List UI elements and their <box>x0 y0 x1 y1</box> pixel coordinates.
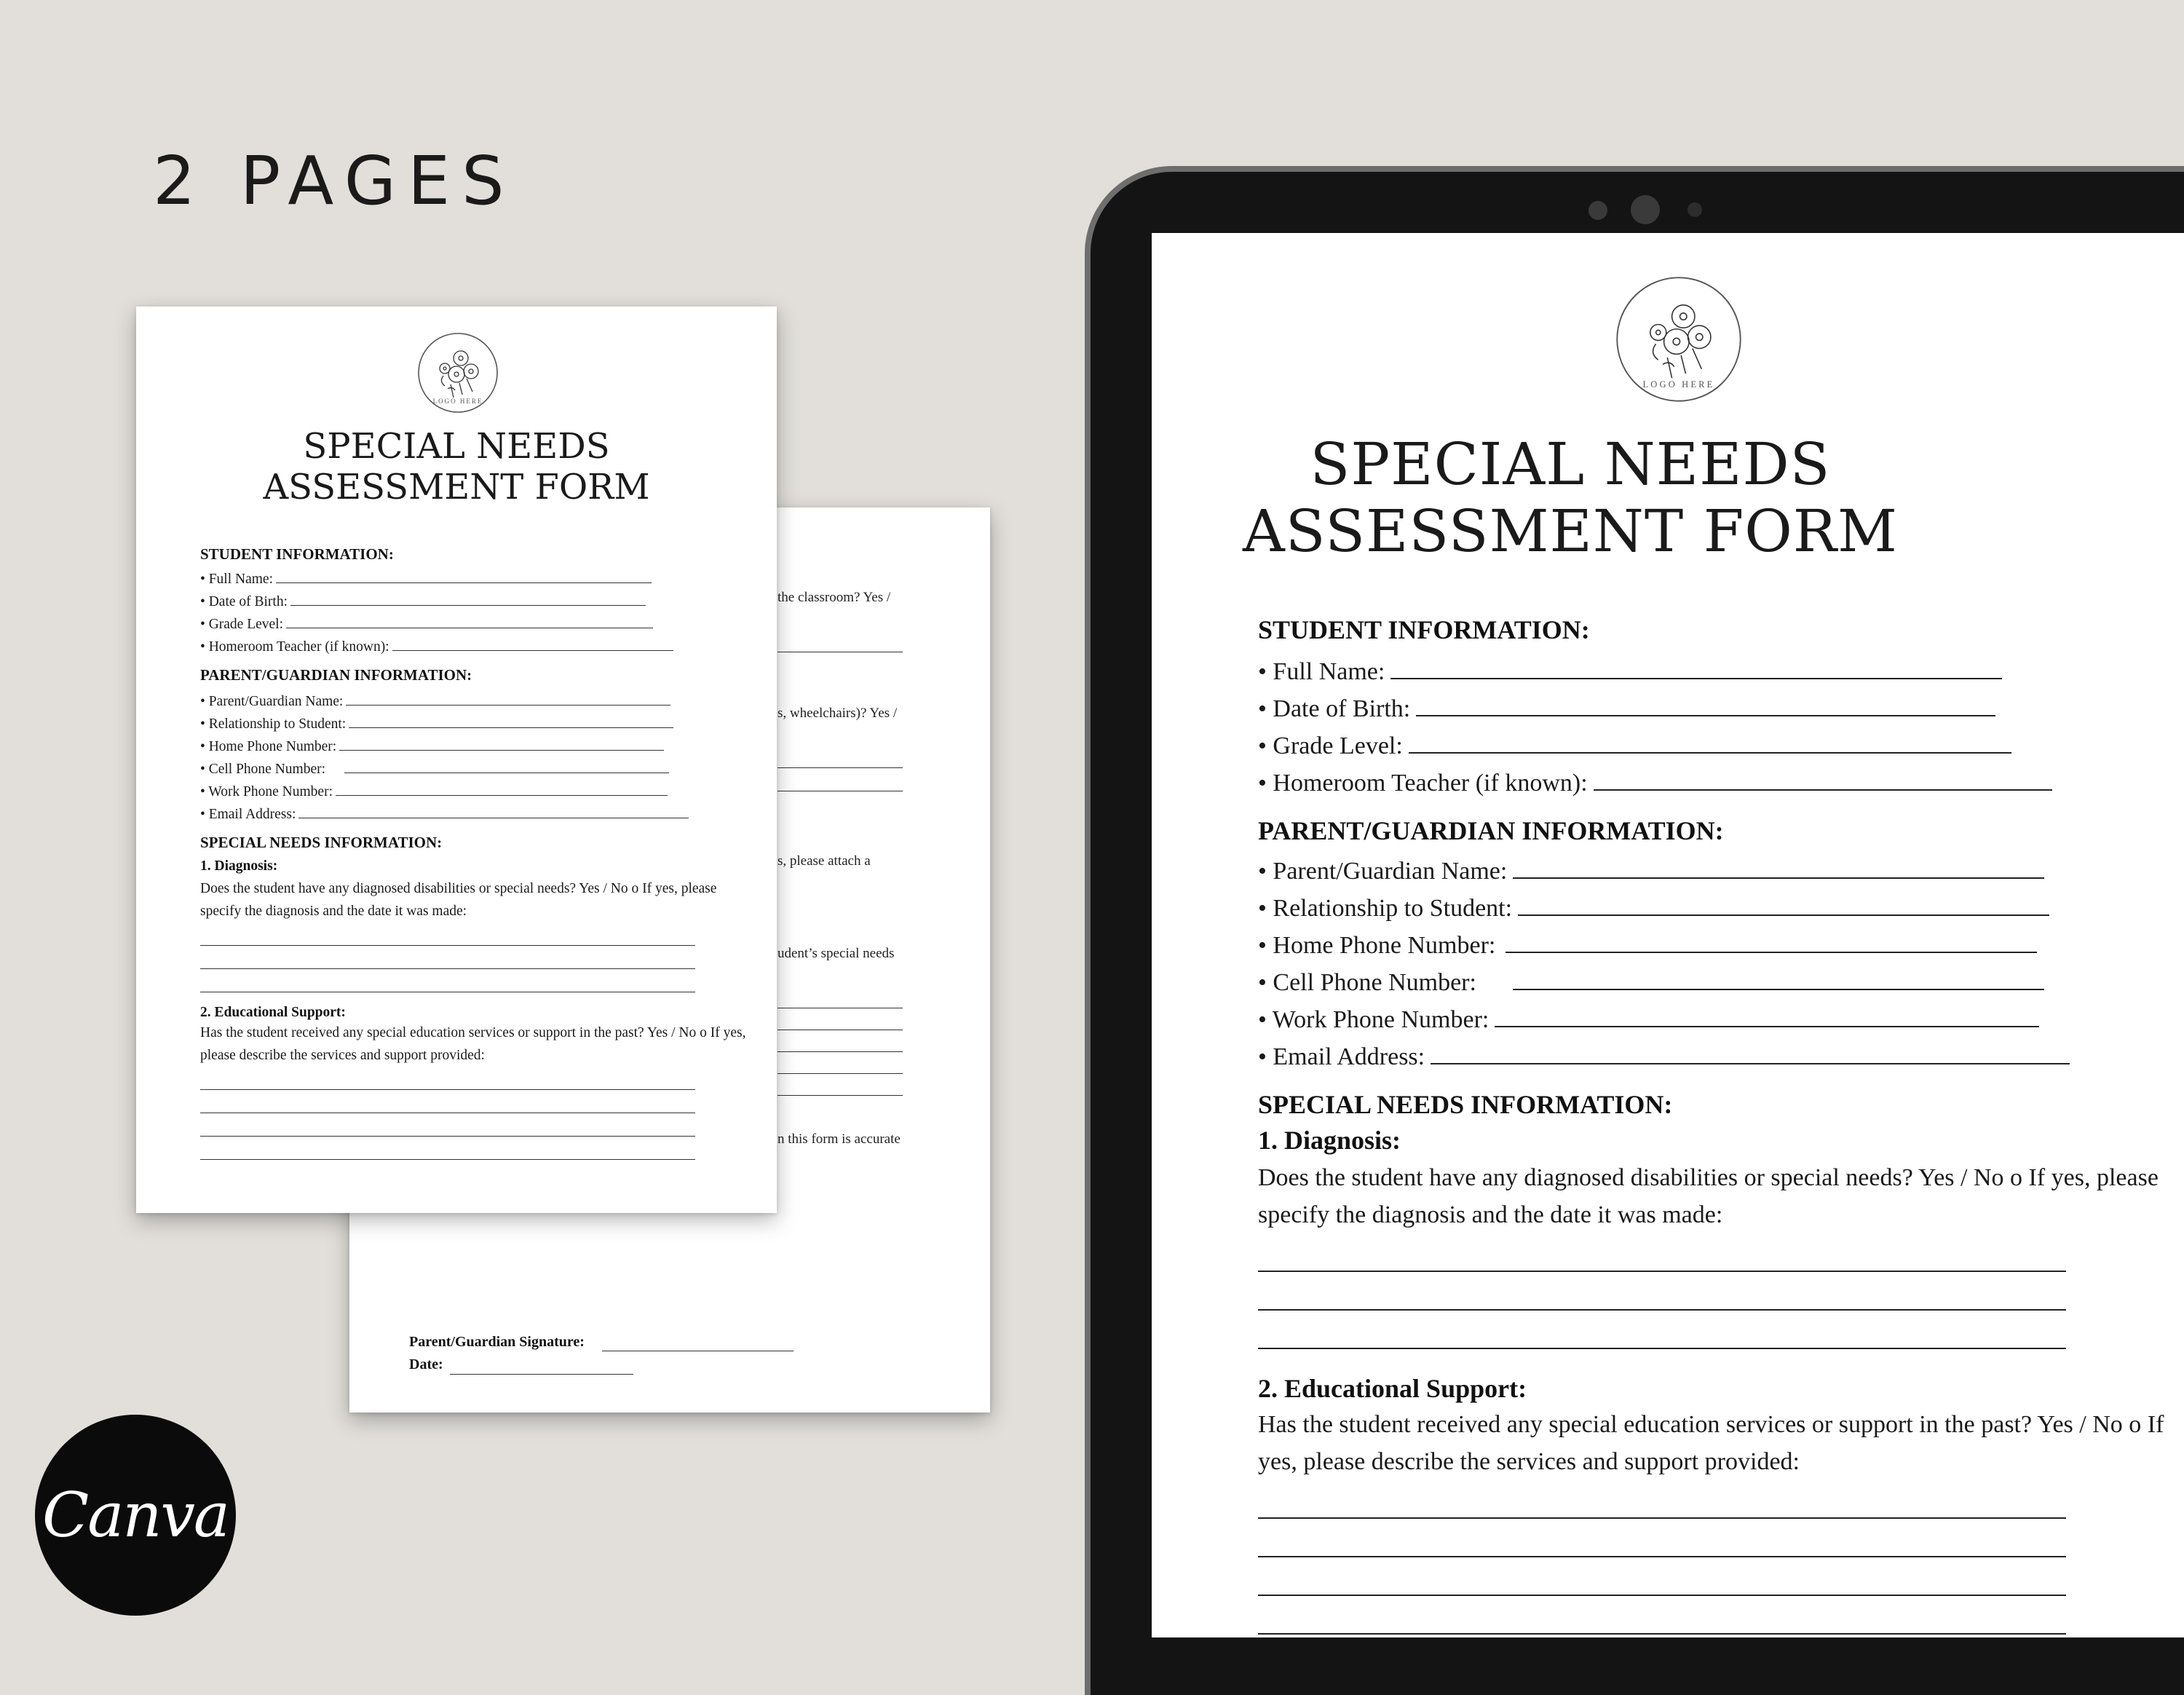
home-phone-line[interactable] <box>339 750 664 751</box>
parent-name-line[interactable] <box>1513 877 2044 879</box>
answer-line[interactable] <box>1258 1596 2066 1635</box>
answer-line[interactable] <box>200 922 695 946</box>
email-row <box>1258 1034 2168 1071</box>
grade-line[interactable] <box>1409 752 2011 754</box>
page-two-line <box>778 1095 903 1096</box>
student-section-heading: STUDENT INFORMATION: <box>200 545 394 563</box>
diagnosis-question: Does the student have any diagnosed disabilities or special needs? Yes / No o If yes, please specify the diagnosis and the date it was made: <box>200 881 717 919</box>
form-title-line2: ASSESSMENT FORM <box>263 467 650 507</box>
work-phone-line[interactable] <box>1495 1026 2039 1027</box>
field-label: • Parent/Guardian Name: <box>200 694 344 709</box>
date-label: Date: <box>409 1356 443 1372</box>
tablet-light-sensor <box>1688 202 1702 217</box>
answer-line[interactable] <box>1258 1557 2066 1596</box>
page-two-fragment: n this form is accurate <box>778 1131 901 1147</box>
form-body-small <box>200 543 753 1160</box>
headline: 2 PAGES <box>153 142 516 220</box>
full-name-row <box>200 565 753 588</box>
special-section-heading: SPECIAL NEEDS INFORMATION: <box>200 834 443 851</box>
support-question: Has the student received any special education services or support in the past? Yes / No o If yes, please describe the services and support provided: <box>200 1025 746 1063</box>
relationship-row <box>1258 885 2168 922</box>
logo-caption: LOGO HERE <box>432 398 483 405</box>
tablet-sensor <box>1588 201 1607 220</box>
field-label: • Date of Birth: <box>1258 695 1411 722</box>
page-two-line <box>778 1051 903 1052</box>
field-label: • Full Name: <box>200 572 273 587</box>
relationship-row <box>200 710 753 732</box>
field-label: • Grade Level: <box>200 617 284 632</box>
diagnosis-heading: 1. Diagnosis: <box>200 858 278 874</box>
parent-section-heading: PARENT/GUARDIAN INFORMATION: <box>1258 816 1724 845</box>
field-label: • Relationship to Student: <box>1258 895 1513 922</box>
page-two-fragment: udent’s special needs <box>778 946 895 961</box>
field-label: • Relationship to Student: <box>200 716 347 732</box>
full-name-line[interactable] <box>276 582 652 583</box>
field-label: • Cell Phone Number: <box>1258 969 1476 996</box>
field-label: • Parent/Guardian Name: <box>1258 858 1508 885</box>
page-one-sheet <box>136 307 777 1213</box>
answer-line[interactable] <box>200 946 695 969</box>
answer-line[interactable] <box>200 969 695 992</box>
home-phone-row <box>200 732 753 755</box>
tablet-camera <box>1631 195 1660 224</box>
diagnosis-question: Does the student have any diagnosed disabilities or special needs? Yes / No o If yes, please specify the diagnosis and the date it was made: <box>1258 1164 2159 1228</box>
logo-caption: LOGO HERE <box>1642 379 1715 390</box>
parent-name-line[interactable] <box>346 705 670 706</box>
cell-phone-row <box>1258 960 2168 997</box>
answer-line[interactable] <box>200 1067 695 1090</box>
relationship-line[interactable] <box>349 727 673 728</box>
field-label: • Homeroom Teacher (if known): <box>200 639 389 655</box>
answer-line[interactable] <box>1258 1519 2066 1557</box>
signature-label: Parent/Guardian Signature: <box>409 1334 585 1350</box>
teacher-line[interactable] <box>1594 789 2052 791</box>
parent-section-heading: PARENT/GUARDIAN INFORMATION: <box>200 666 472 684</box>
work-phone-row <box>200 778 753 800</box>
student-section-heading: STUDENT INFORMATION: <box>1258 615 1590 644</box>
field-label: • Work Phone Number: <box>1258 1006 1489 1033</box>
full-name-line[interactable] <box>1390 678 2002 679</box>
teacher-line[interactable] <box>392 650 673 651</box>
dob-row <box>200 588 753 610</box>
page-two-line <box>778 767 903 768</box>
page-two-fragment: s, please attach a <box>778 853 871 869</box>
full-name-row <box>1258 649 2168 686</box>
answer-line[interactable] <box>1258 1480 2066 1519</box>
answer-line[interactable] <box>1258 1272 2066 1311</box>
field-label: • Email Address: <box>1258 1043 1425 1070</box>
answer-line[interactable] <box>200 1113 695 1137</box>
form-title-line1: SPECIAL NEEDS <box>303 426 610 467</box>
email-row <box>200 800 753 823</box>
date-line <box>450 1374 633 1375</box>
grade-row <box>200 610 753 633</box>
special-section-heading: SPECIAL NEEDS INFORMATION: <box>1258 1090 1673 1119</box>
support-heading: 2. Educational Support: <box>200 1005 346 1020</box>
form-title-line1: SPECIAL NEEDS <box>1310 430 1831 498</box>
field-label: • Homeroom Teacher (if known): <box>1258 770 1588 797</box>
work-phone-row <box>1258 997 2168 1034</box>
form-title-line2: ASSESSMENT FORM <box>1243 497 1898 565</box>
cell-phone-line[interactable] <box>1513 989 2044 990</box>
form-body-large <box>1258 612 2168 1635</box>
flower-logo-icon <box>1613 273 1745 406</box>
grade-row <box>1258 723 2168 760</box>
cell-phone-row <box>200 755 753 778</box>
answer-line[interactable] <box>1258 1233 2066 1272</box>
field-label: • Home Phone Number: <box>1258 932 1496 959</box>
dob-line[interactable] <box>1416 715 1995 716</box>
parent-name-row <box>200 687 753 710</box>
home-phone-row <box>1258 922 2168 960</box>
answer-line[interactable] <box>200 1137 695 1160</box>
tablet-screen <box>1152 233 2184 1637</box>
field-label: • Date of Birth: <box>200 594 288 609</box>
answer-line[interactable] <box>200 1090 695 1113</box>
work-phone-line[interactable] <box>336 795 668 796</box>
flower-logo-icon <box>416 331 500 415</box>
page-two-fragment: the classroom? Yes / <box>778 590 891 605</box>
email-line[interactable] <box>1431 1063 2070 1064</box>
answer-line[interactable] <box>1258 1311 2066 1349</box>
field-label: • Cell Phone Number: <box>200 762 326 777</box>
teacher-row <box>200 633 753 655</box>
dob-line[interactable] <box>290 605 646 606</box>
home-phone-line[interactable] <box>1506 952 2037 953</box>
dob-row <box>1258 686 2168 723</box>
canva-badge: Canva <box>35 1415 236 1616</box>
field-label: • Email Address: <box>200 807 296 822</box>
relationship-line[interactable] <box>1518 914 2049 916</box>
support-heading: 2. Educational Support: <box>1258 1374 1527 1403</box>
support-question: Has the student received any special education services or support in the past? Yes / No o If yes, please describe the services and support provided: <box>1258 1411 2164 1475</box>
parent-name-row <box>1258 848 2168 885</box>
page-two-line <box>778 1073 903 1074</box>
teacher-row <box>1258 760 2168 797</box>
field-label: • Work Phone Number: <box>200 784 333 799</box>
field-label: • Home Phone Number: <box>200 739 337 754</box>
field-label: • Grade Level: <box>1258 732 1403 759</box>
page-two-fragment: s, wheelchairs)? Yes / <box>778 706 898 721</box>
diagnosis-heading: 1. Diagnosis: <box>1258 1126 1401 1155</box>
field-label: • Full Name: <box>1258 658 1385 685</box>
